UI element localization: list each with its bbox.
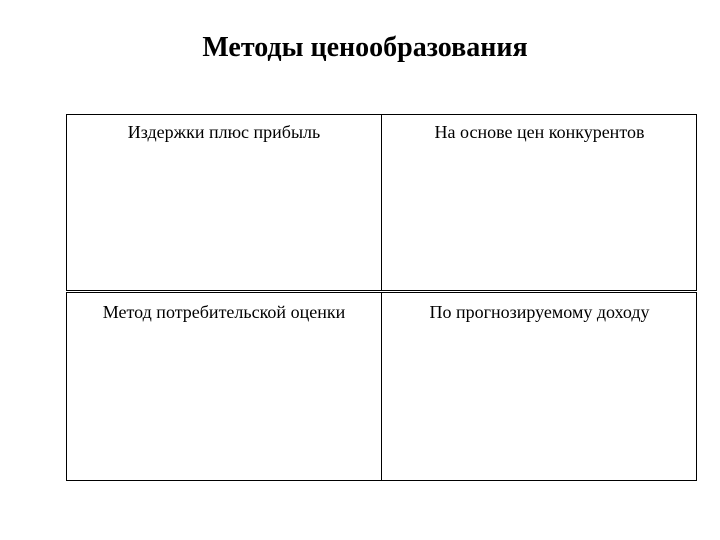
method-cost-plus-label: Издержки плюс прибыль (127, 122, 321, 142)
page-title: Методы ценообразования (202, 32, 528, 63)
methods-row-top (66, 114, 697, 291)
method-forecast-revenue-label: По прогнозируемому доходу (429, 302, 650, 322)
method-competitor-based-label: На основе цен конкурентов (434, 122, 645, 142)
method-consumer-value-label: Метод потребительской оценки (102, 302, 346, 322)
methods-row-bottom (66, 292, 697, 481)
